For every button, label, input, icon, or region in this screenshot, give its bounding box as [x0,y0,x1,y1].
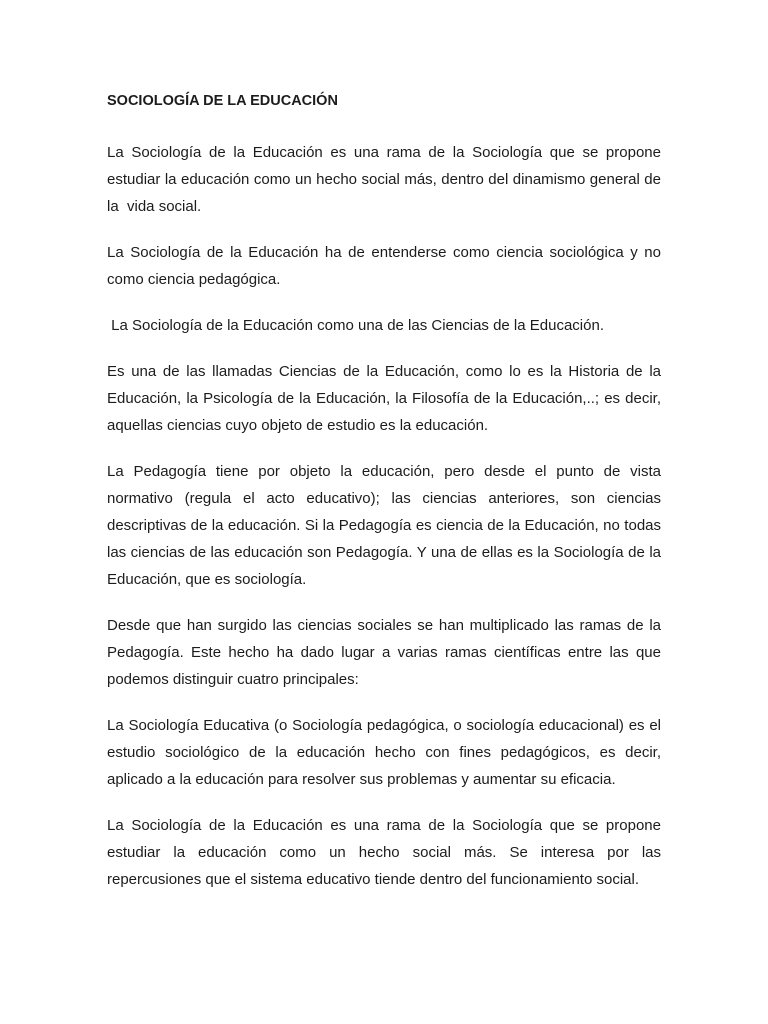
paragraph-3: La Sociología de la Educación como una de las Ciencias de la Educación. [107,317,604,334]
document-title: SOCIOLOGÍA DE LA EDUCACIÓN [107,93,338,109]
paragraph-7: La Sociología Educativa (o Sociología pedagógica, o sociología educacional) es el estudio sociológico de la educación hecho con fines pedagógicos, es decir, aplicado a la educación para resolver sus problemas y aumentar su eficacia. [107,717,666,788]
paragraph-8: La Sociología de la Educación es una rama de la Sociología que se propone estudiar la educación como un hecho social más. Se interesa por las repercusiones que el sistema educativo tiende dentro del funcionamiento social. [107,817,666,888]
paragraph-4: Es una de las llamadas Ciencias de la Educación, como lo es la Historia de la Educación, la Psicología de la Educación, la Filosofía de la Educación,..; es decir, aquellas ciencias cuyo objeto de estudio es la educación. [107,363,666,434]
document-page [107,88,666,912]
paragraph-6: Desde que han surgido las ciencias sociales se han multiplicado las ramas de la Pedagogía. Este hecho ha dado lugar a varias ramas científicas entre las que podemos distinguir cuatro principales: [107,617,666,688]
paragraph-2: La Sociología de la Educación ha de entenderse como ciencia sociológica y no como ciencia pedagógica. [107,244,666,288]
paragraph-5: La Pedagogía tiene por objeto la educación, pero desde el punto de vista normativo (regula el acto educativo); las ciencias anteriores, son ciencias descriptivas de la educación. Si la Pedagogía es ciencia de la Educación, no todas las ciencias de las educación son Pedagogía. Y una de ellas es la Sociología de la Educación, que es sociología. [107,463,666,588]
paragraph-1: La Sociología de la Educación es una rama de la Sociología que se propone estudiar la educación como un hecho social más, dentro del dinamismo general de la vida social. [107,144,666,215]
